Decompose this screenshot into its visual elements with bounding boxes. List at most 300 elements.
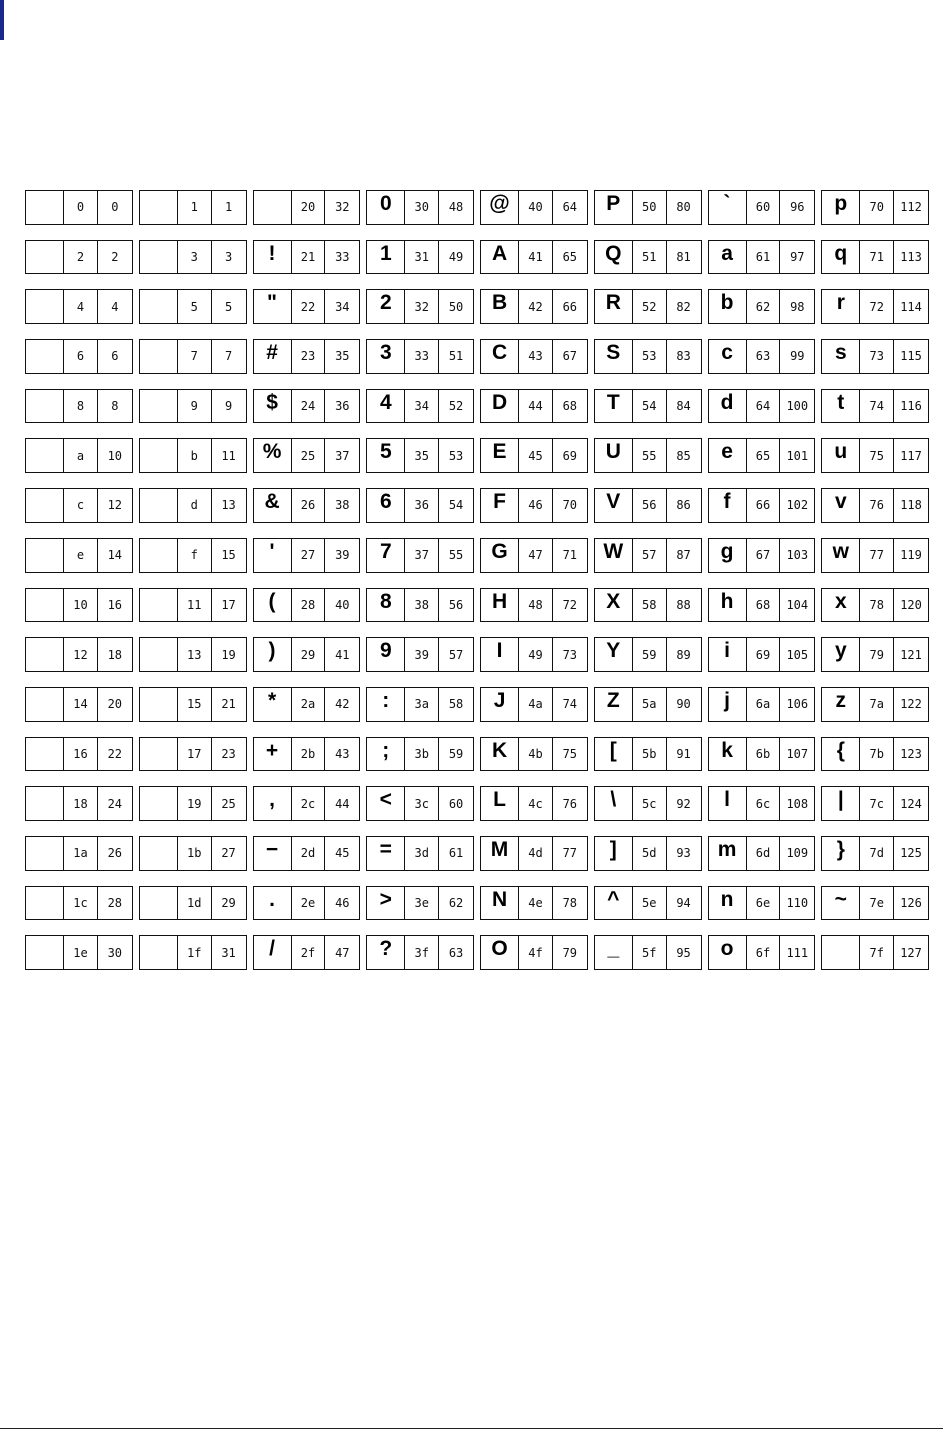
char-cell [821, 488, 929, 523]
char-cell [480, 240, 588, 275]
char-glyph: Y [595, 638, 633, 671]
char-cell [25, 637, 133, 672]
char-cell [253, 240, 361, 275]
char-decimal-code: 33 [335, 250, 350, 265]
char-cell [139, 538, 247, 573]
char-glyph: n [709, 887, 747, 920]
char-glyph: _ [595, 936, 633, 969]
char-cell [366, 538, 474, 573]
char-decimal-code: 103 [786, 548, 809, 563]
char-decimal-code: 83 [676, 349, 691, 364]
char-decimal-code: 98 [790, 299, 805, 314]
char-cell [253, 786, 361, 821]
char-hex-code: 6b [747, 738, 781, 771]
char-glyph [26, 787, 64, 820]
char-glyph: [ [595, 738, 633, 771]
char-cell [594, 637, 702, 672]
char-decimal-code: 14 [107, 548, 123, 563]
char-decimal-code: 1 [224, 200, 233, 215]
char-hex-code: 50 [633, 191, 667, 224]
char-decimal-code: 89 [676, 647, 691, 662]
char-glyph: \ [595, 787, 633, 820]
char-hex-code: 3f [405, 936, 439, 969]
char-cell [253, 289, 361, 324]
char-glyph: @ [481, 191, 519, 224]
char-hex-code: 20 [292, 191, 326, 224]
char-glyph: o [709, 936, 747, 969]
char-glyph: ` [709, 191, 747, 224]
char-hex-code: 2b [292, 738, 326, 771]
char-cell [708, 637, 816, 672]
char-glyph: 2 [367, 290, 405, 323]
char-glyph: x [822, 589, 860, 622]
char-glyph [140, 489, 178, 522]
char-hex-code: 6f [747, 936, 781, 969]
char-hex-code: 6c [747, 787, 781, 820]
char-hex-code: 31 [405, 241, 439, 274]
char-decimal-code: 122 [900, 697, 922, 712]
char-cell [480, 687, 588, 722]
char-cell [139, 935, 247, 970]
char-hex-code: 21 [292, 241, 326, 274]
char-glyph: v [822, 489, 860, 522]
char-cell [594, 339, 702, 374]
char-glyph: I [481, 638, 519, 671]
char-glyph [140, 936, 178, 969]
char-hex-code: d [178, 489, 212, 522]
char-hex-code: 68 [747, 589, 781, 622]
char-cell [821, 886, 929, 921]
char-glyph: 7 [367, 539, 405, 572]
char-cell [139, 588, 247, 623]
char-glyph [26, 887, 64, 920]
char-cell [708, 886, 816, 921]
char-cell [594, 786, 702, 821]
char-glyph [26, 688, 64, 721]
char-glyph: b [709, 290, 747, 323]
char-decimal-code: 22 [107, 746, 123, 761]
char-hex-code: 41 [519, 241, 553, 274]
char-cell [25, 389, 133, 424]
char-cell [821, 687, 929, 722]
char-cell [139, 339, 247, 374]
char-decimal-code: 4 [111, 299, 119, 314]
char-glyph: z [822, 688, 860, 721]
char-decimal-code: 10 [107, 448, 123, 463]
char-hex-code: 79 [860, 638, 894, 671]
char-cell [25, 786, 133, 821]
char-hex-code: 7b [860, 738, 894, 771]
char-hex-code: a [64, 439, 98, 472]
char-decimal-code: 8 [111, 399, 119, 414]
char-decimal-code: 79 [562, 945, 578, 960]
char-glyph [26, 290, 64, 323]
char-decimal-code: 28 [107, 895, 123, 910]
char-cell [708, 786, 816, 821]
char-decimal-code: 52 [448, 399, 464, 414]
char-cell [253, 687, 361, 722]
char-hex-code: 6d [747, 837, 781, 870]
char-hex-code: f [178, 539, 212, 572]
char-glyph [26, 738, 64, 771]
char-hex-code: 49 [519, 638, 553, 671]
char-decimal-code: 80 [676, 200, 691, 215]
char-cell [25, 190, 133, 225]
char-decimal-code: 101 [786, 448, 809, 463]
char-decimal-code: 126 [900, 895, 922, 910]
char-decimal-code: 69 [562, 448, 578, 463]
char-hex-code: 73 [860, 340, 894, 373]
char-hex-code: 69 [747, 638, 781, 671]
char-cell [366, 886, 474, 921]
char-glyph: f [709, 489, 747, 522]
char-decimal-code: 43 [335, 746, 350, 761]
char-glyph [26, 439, 64, 472]
char-cell [594, 438, 702, 473]
char-hex-code: 63 [747, 340, 781, 373]
char-cell [25, 289, 133, 324]
char-hex-code: 4e [519, 887, 553, 920]
char-decimal-code: 18 [107, 647, 123, 662]
char-glyph: N [481, 887, 519, 920]
char-cell [366, 786, 474, 821]
char-glyph: ! [254, 241, 292, 274]
char-decimal-code: 38 [335, 498, 350, 513]
char-glyph: P [595, 191, 633, 224]
char-cell [366, 190, 474, 225]
char-glyph [26, 489, 64, 522]
char-cell [139, 240, 247, 275]
char-decimal-code: 82 [676, 299, 691, 314]
char-glyph: g [709, 539, 747, 572]
char-hex-code: 58 [633, 589, 667, 622]
char-glyph [140, 589, 178, 622]
char-hex-code: 37 [405, 539, 439, 572]
char-decimal-code: 67 [562, 349, 578, 364]
char-decimal-code: 35 [335, 349, 350, 364]
char-glyph [26, 638, 64, 671]
char-hex-code: 76 [860, 489, 894, 522]
char-decimal-code: 105 [786, 647, 809, 662]
char-decimal-code: 110 [786, 895, 809, 910]
char-glyph: U [595, 439, 633, 472]
char-hex-code: 16 [64, 738, 98, 771]
char-hex-code: 42 [519, 290, 553, 323]
char-decimal-code: 113 [900, 250, 922, 265]
char-decimal-code: 100 [786, 399, 809, 414]
char-glyph [26, 936, 64, 969]
char-cell [366, 389, 474, 424]
char-glyph: . [254, 887, 292, 920]
char-glyph: L [481, 787, 519, 820]
char-hex-code: e [64, 539, 98, 572]
char-decimal-code: 70 [562, 498, 578, 513]
char-hex-code: 52 [633, 290, 667, 323]
char-hex-code: 4f [519, 936, 553, 969]
char-glyph: # [254, 340, 292, 373]
char-cell [139, 637, 247, 672]
char-decimal-code: 86 [676, 498, 691, 513]
char-hex-code: 26 [292, 489, 326, 522]
char-glyph: l [709, 787, 747, 820]
char-hex-code: 1a [64, 837, 98, 870]
char-hex-code: 43 [519, 340, 553, 373]
char-hex-code: 11 [178, 589, 212, 622]
char-cell [480, 438, 588, 473]
char-decimal-code: 57 [448, 647, 464, 662]
char-cell [480, 389, 588, 424]
char-glyph: G [481, 539, 519, 572]
char-glyph: & [254, 489, 292, 522]
char-decimal-code: 65 [562, 250, 578, 265]
char-cell [708, 687, 816, 722]
char-decimal-code: 87 [676, 548, 691, 563]
char-hex-code: 3a [405, 688, 439, 721]
char-glyph: 4 [367, 390, 405, 423]
char-cell [253, 190, 361, 225]
char-cell [139, 836, 247, 871]
char-glyph: 0 [367, 191, 405, 224]
char-glyph: W [595, 539, 633, 572]
char-cell [480, 538, 588, 573]
char-cell [594, 289, 702, 324]
char-hex-code: 4a [519, 688, 553, 721]
char-hex-code: 64 [747, 390, 781, 423]
char-hex-code: 59 [633, 638, 667, 671]
char-hex-code: 24 [292, 390, 326, 423]
char-glyph: A [481, 241, 519, 274]
char-cell [821, 836, 929, 871]
char-decimal-code: 49 [448, 250, 464, 265]
char-cell [139, 190, 247, 225]
char-hex-code: 74 [860, 390, 894, 423]
char-hex-code: 61 [747, 241, 781, 274]
char-glyph: T [595, 390, 633, 423]
char-glyph: 3 [367, 340, 405, 373]
char-cell [25, 886, 133, 921]
char-decimal-code: 119 [900, 548, 922, 563]
char-decimal-code: 61 [448, 846, 464, 861]
char-glyph: , [254, 787, 292, 820]
char-hex-code: 36 [405, 489, 439, 522]
char-glyph: H [481, 589, 519, 622]
char-glyph: ; [367, 738, 405, 771]
char-decimal-code: 24 [107, 796, 123, 811]
char-cell [139, 737, 247, 772]
char-hex-code: 2c [292, 787, 326, 820]
char-hex-code: 77 [860, 539, 894, 572]
char-cell [708, 289, 816, 324]
char-hex-code: 75 [860, 439, 894, 472]
char-decimal-code: 81 [676, 250, 691, 265]
char-cell [594, 488, 702, 523]
char-decimal-code: 53 [448, 448, 464, 463]
char-decimal-code: 11 [221, 448, 236, 463]
char-cell [253, 637, 361, 672]
char-cell [480, 339, 588, 374]
char-cell [594, 836, 702, 871]
char-cell [253, 438, 361, 473]
char-decimal-code: 120 [900, 597, 922, 612]
char-decimal-code: 97 [790, 250, 805, 265]
char-decimal-code: 78 [562, 895, 578, 910]
char-glyph: % [254, 439, 292, 472]
char-cell [253, 339, 361, 374]
char-decimal-code: 44 [335, 796, 350, 811]
char-hex-code: 2 [64, 241, 98, 274]
char-hex-code: 7a [860, 688, 894, 721]
char-glyph [140, 290, 178, 323]
char-hex-code: 3d [405, 837, 439, 870]
char-cell [708, 935, 816, 970]
char-cell [480, 588, 588, 623]
char-decimal-code: 46 [335, 895, 350, 910]
char-glyph [254, 191, 292, 224]
char-decimal-code: 51 [448, 349, 464, 364]
char-glyph [140, 738, 178, 771]
char-glyph: { [822, 738, 860, 771]
char-hex-code: 0 [64, 191, 98, 224]
char-glyph: a [709, 241, 747, 274]
char-hex-code: 78 [860, 589, 894, 622]
char-glyph: ] [595, 837, 633, 870]
char-glyph [140, 439, 178, 472]
char-hex-code: 3e [405, 887, 439, 920]
char-hex-code: 27 [292, 539, 326, 572]
char-glyph: j [709, 688, 747, 721]
char-cell [253, 886, 361, 921]
char-hex-code: 2e [292, 887, 326, 920]
char-cell [25, 687, 133, 722]
char-glyph: q [822, 241, 860, 274]
char-cell [594, 588, 702, 623]
ascii-character-table [25, 190, 929, 970]
char-decimal-code: 39 [335, 548, 350, 563]
char-hex-code: 55 [633, 439, 667, 472]
char-decimal-code: 72 [562, 597, 578, 612]
char-glyph: d [709, 390, 747, 423]
char-glyph [140, 390, 178, 423]
char-glyph: i [709, 638, 747, 671]
char-decimal-code: 91 [676, 746, 691, 761]
char-decimal-code: 54 [448, 498, 464, 513]
char-hex-code: 1 [178, 191, 212, 224]
char-glyph: m [709, 837, 747, 870]
char-cell [480, 289, 588, 324]
char-decimal-code: 73 [562, 647, 578, 662]
char-glyph [140, 837, 178, 870]
char-glyph: k [709, 738, 747, 771]
char-decimal-code: 9 [224, 399, 233, 414]
char-cell [708, 588, 816, 623]
char-decimal-code: 0 [111, 200, 119, 215]
char-hex-code: 5d [633, 837, 667, 870]
char-hex-code: 4d [519, 837, 553, 870]
char-cell [480, 190, 588, 225]
char-decimal-code: 107 [786, 746, 809, 761]
char-glyph [26, 589, 64, 622]
char-decimal-code: 47 [335, 945, 350, 960]
char-decimal-code: 125 [900, 846, 922, 861]
char-cell [480, 637, 588, 672]
char-hex-code: 57 [633, 539, 667, 572]
char-hex-code: 6a [747, 688, 781, 721]
char-cell [821, 389, 929, 424]
char-decimal-code: 59 [448, 746, 464, 761]
char-glyph [140, 241, 178, 274]
char-hex-code: 25 [292, 439, 326, 472]
char-cell [708, 438, 816, 473]
char-glyph: ) [254, 638, 292, 671]
char-hex-code: 67 [747, 539, 781, 572]
char-hex-code: 4 [64, 290, 98, 323]
char-glyph [140, 539, 178, 572]
char-hex-code: 65 [747, 439, 781, 472]
char-cell [480, 488, 588, 523]
char-hex-code: 7f [860, 936, 894, 969]
char-glyph: S [595, 340, 633, 373]
char-glyph: s [822, 340, 860, 373]
char-cell [821, 637, 929, 672]
char-decimal-code: 99 [790, 349, 805, 364]
char-hex-code: 9 [178, 390, 212, 423]
char-cell [594, 687, 702, 722]
char-glyph [26, 539, 64, 572]
char-hex-code: 2d [292, 837, 326, 870]
char-glyph [26, 837, 64, 870]
char-cell [480, 786, 588, 821]
char-decimal-code: 114 [900, 299, 922, 314]
char-decimal-code: 115 [900, 349, 922, 364]
char-decimal-code: 111 [786, 945, 809, 960]
char-decimal-code: 37 [335, 448, 350, 463]
char-decimal-code: 76 [562, 796, 578, 811]
char-glyph [140, 688, 178, 721]
char-glyph: ~ [822, 887, 860, 920]
char-cell [594, 240, 702, 275]
char-glyph: ' [254, 539, 292, 572]
char-glyph: ( [254, 589, 292, 622]
char-hex-code: 30 [405, 191, 439, 224]
char-decimal-code: 102 [786, 498, 809, 513]
char-cell [821, 588, 929, 623]
char-glyph: h [709, 589, 747, 622]
char-decimal-code: 17 [221, 597, 236, 612]
char-cell [480, 935, 588, 970]
char-decimal-code: 90 [676, 697, 691, 712]
char-hex-code: 66 [747, 489, 781, 522]
char-glyph: B [481, 290, 519, 323]
char-glyph: e [709, 439, 747, 472]
char-cell [25, 488, 133, 523]
char-decimal-code: 108 [786, 796, 809, 811]
char-cell [253, 935, 361, 970]
char-cell [366, 438, 474, 473]
char-cell [139, 488, 247, 523]
char-decimal-code: 96 [790, 200, 805, 215]
char-hex-code: 53 [633, 340, 667, 373]
char-decimal-code: 3 [224, 250, 233, 265]
char-glyph: " [254, 290, 292, 323]
char-glyph: | [822, 787, 860, 820]
char-glyph [26, 191, 64, 224]
char-glyph [26, 340, 64, 373]
char-hex-code: 38 [405, 589, 439, 622]
char-hex-code: 72 [860, 290, 894, 323]
char-glyph: O [481, 936, 519, 969]
char-hex-code: 5f [633, 936, 667, 969]
char-hex-code: 45 [519, 439, 553, 472]
